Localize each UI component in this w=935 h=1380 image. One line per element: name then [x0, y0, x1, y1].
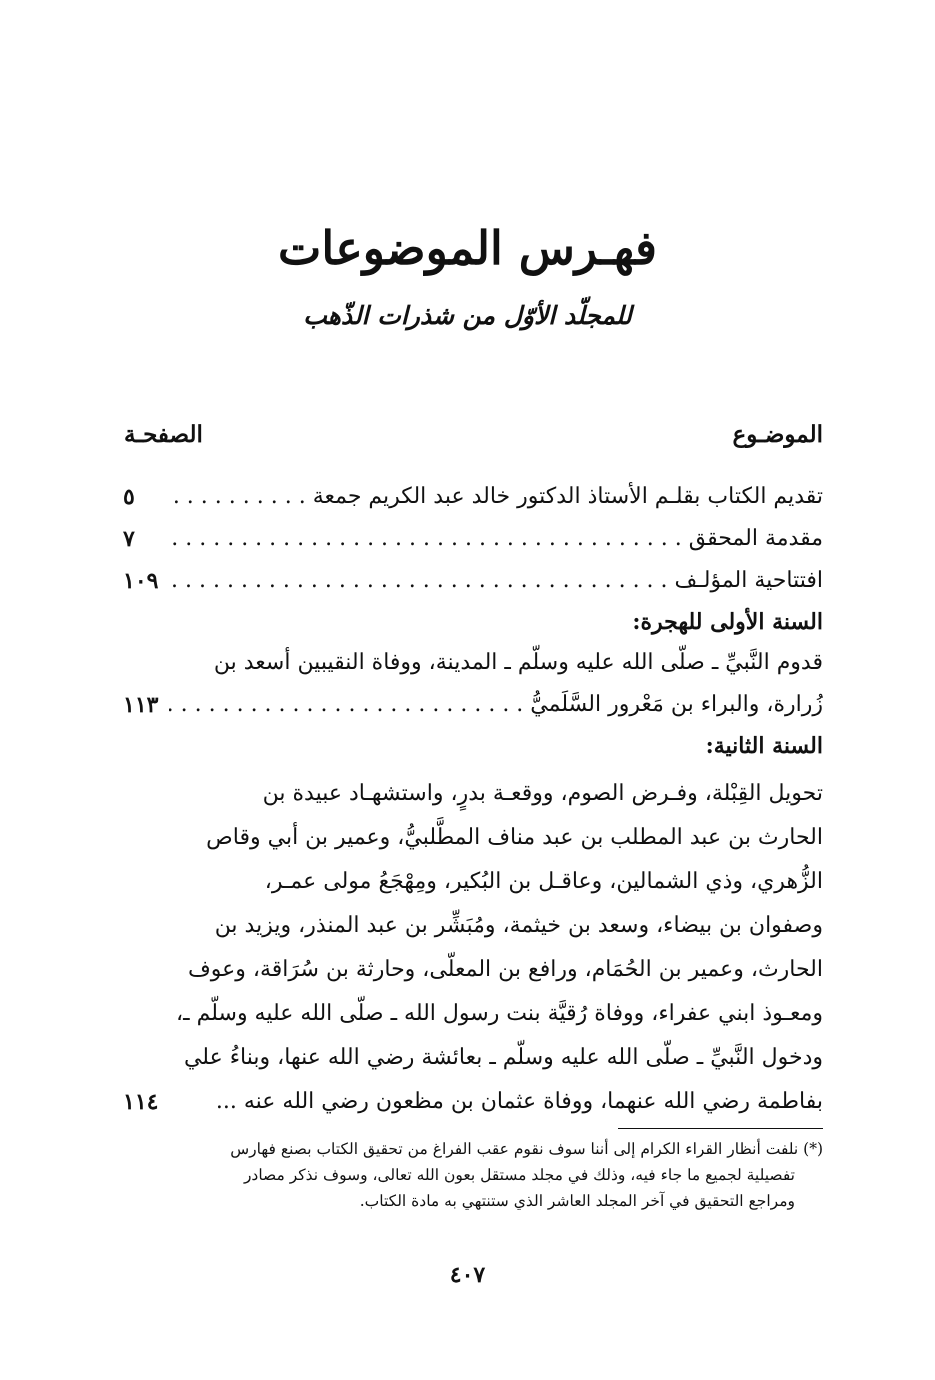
footnote-line: ومراجع التحقيق في آخر المجلد العاشر الذي ستنتهي به مادة الكتاب.: [359, 1192, 795, 1210]
toc-entry-text: مقدمة المحقق . . .: [169, 518, 823, 560]
toc-entry: [123, 476, 823, 518]
entry-line-last: [123, 684, 823, 726]
section-heading-year1: السنة الأولى للهجرة:: [632, 609, 823, 635]
toc-entry: [123, 560, 823, 602]
entry-line: الحارث، وعمير بن الحُمَام، ورافع بن المعلّى، وحارثة بن سُرَاقة، وعوف: [187, 957, 823, 982]
entry-line: الزُّهري، وذي الشمالين، وعاقـل بن البُكير، ومِهْجَعُ مولى عمـر،: [264, 869, 823, 894]
entry-line-text: بفاطمة رضي الله عنهما، ووفاة عثمان بن مظعون رضي الله عنه ...: [215, 1089, 823, 1114]
toc-entry: [123, 518, 823, 560]
toc-entry-page: ٥: [123, 484, 135, 510]
year1-block: [123, 642, 823, 726]
topic-column-header: الموضـوع: [732, 421, 823, 448]
entry-line-last: [123, 1080, 823, 1124]
entry-line-text: زُرارة، والبراء بن مَعْرور السَّلَميُّ . . .: [169, 684, 823, 726]
toc-entry-page: ٧: [123, 526, 135, 552]
toc-entry-page: ١١٤: [123, 1089, 159, 1115]
toc-entry-page: ١٠٩: [123, 568, 159, 594]
entry-line: ومعـوذ ابني عفراء، ووفاة رُقيَّة بنت رسول الله ـ صلّى الله عليه وسلّم ـ،: [176, 1001, 823, 1026]
footnote-line: تفصيلية لجميع ما جاء فيه، وذلك في مجلد مستقل بعون الله تعالى، وسوف نذكر مصادر: [243, 1166, 795, 1184]
entry-line: وصفوان بن بيضاء، وسعد بن خيثمة، ومُبَشِّر بن عبد المنذر، ويزيد بن: [214, 913, 823, 938]
toc-entry-text: تقديم الكتاب بقلـم الأستاذ الدكتور خالد عبد الكريم جمعة . . .: [169, 476, 823, 518]
footnote-divider: [618, 1128, 823, 1129]
toc-entry-text: افتتاحية المؤلـف . . .: [169, 560, 823, 602]
entry-line: تحويل القِبْلة، وفـرض الصوم، ووقعـة بدرٍ، واستشهـاد عبيدة بن: [262, 781, 823, 806]
table-of-contents: [123, 476, 823, 1124]
footnote: [123, 1136, 823, 1214]
section-heading-year2: السنة الثانية:: [705, 733, 823, 759]
page-title: فهـرس الموضوعات: [278, 221, 657, 275]
page-column-header: الصفحـة: [124, 421, 203, 448]
entry-line: ودخول النَّبيِّ ـ صلّى الله عليه وسلّم ـ بعائشة رضي الله عنها، وبناءُ علي: [183, 1045, 823, 1070]
year2-block: [123, 772, 823, 1124]
page-number: ٤٠٧: [449, 1262, 486, 1288]
footnote-line: (*) نلفت أنظار القراء الكرام إلى أننا سوف نقوم عقب الفراغ من تحقيق الكتاب بصنع فهارس: [230, 1140, 823, 1158]
entry-line: قدوم النَّبيِّ ـ صلّى الله عليه وسلّم ـ المدينة، ووفاة النقيبين أسعد بن: [213, 650, 823, 675]
entry-line: الحارث بن عبد المطلب بن عبد مناف المطَّلبيُّ، وعمير بن أبي وقاص: [206, 825, 823, 850]
page-subtitle: للمجلّد الأوّل من شذرات الذّهب: [303, 301, 632, 330]
toc-entry-page: ١١٣: [123, 692, 159, 718]
